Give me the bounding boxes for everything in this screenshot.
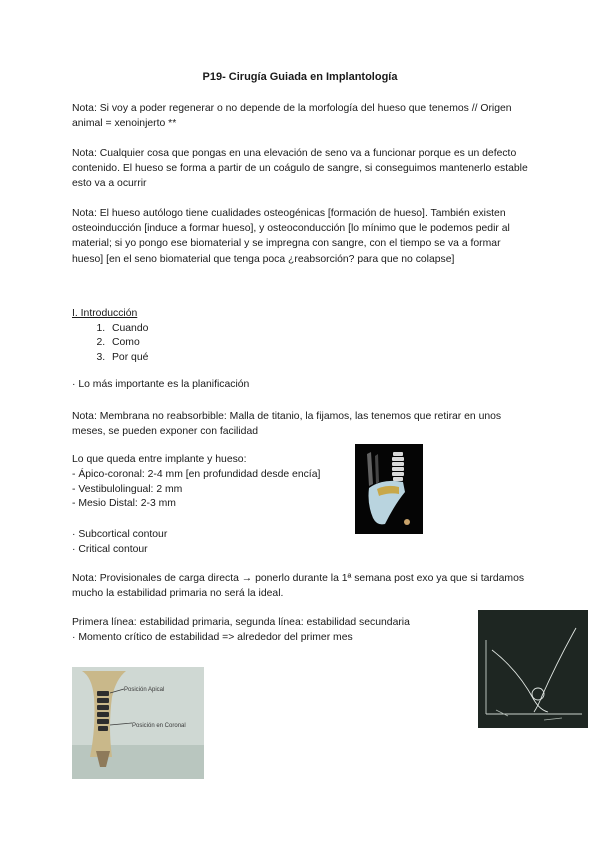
implante-hueso-section bbox=[72, 453, 320, 512]
label-coronal: Posición en Coronal bbox=[132, 723, 186, 729]
list-item: 1. Cuando bbox=[108, 322, 148, 337]
contour-item: · Subcortical contour bbox=[72, 529, 168, 540]
list-item: 2. Como bbox=[108, 336, 148, 351]
note-membrana: Nota: Membrana no reabsorbible: Malla de titanio, la fijamos, las tenemos que retirar en unos meses, se pueden exponer con facilidad bbox=[72, 411, 502, 438]
intro-list bbox=[72, 322, 148, 366]
measure-line: - Ápico-coronal: 2-4 mm [en profundidad desde encía] bbox=[72, 468, 321, 480]
chalkboard-sketch-image bbox=[478, 610, 588, 728]
intro-section bbox=[72, 307, 148, 365]
chalkboard-sketch-graphic bbox=[478, 610, 588, 728]
implant-photo-image bbox=[72, 667, 204, 779]
implant-render-image bbox=[355, 444, 423, 534]
implant-render-graphic bbox=[355, 444, 423, 534]
measure-line: - Mesio Distal: 2-3 mm bbox=[72, 498, 176, 510]
note-morfologia: Nota: Si voy a poder regenerar o no depende de la morfología del hueso que tenemos // Origen animal = xenoinjerto ** bbox=[72, 103, 512, 130]
label-apical: Posición Apical bbox=[124, 687, 165, 693]
implante-hueso-heading: Lo que queda entre implante y hueso: bbox=[72, 454, 247, 465]
contour-section bbox=[72, 528, 167, 558]
page-title: P19- Cirugía Guiada en Implantología bbox=[202, 71, 398, 83]
planificacion-bullet: · Lo más importante es la planificación bbox=[72, 379, 250, 390]
note-seno: Nota: Cualquier cosa que pongas en una elevación de seno va a funcionar porque es un defecto contenido. El hueso se forma a partir de un coágulo de sangre, si conseguimos mantenerlo estable esto va a ocurrir bbox=[72, 148, 528, 190]
contour-item: · Critical contour bbox=[72, 543, 148, 555]
intro-heading: I. Introducción bbox=[72, 308, 138, 319]
implant-photo-graphic bbox=[72, 667, 204, 779]
estabilidad-line: Primera línea: estabilidad primaria, segunda línea: estabilidad secundaria bbox=[72, 617, 410, 628]
note-hueso-autologo: Nota: El hueso autólogo tiene cualidades osteogénicas [formación de hueso]. También existen osteoinducción [induce a formar hueso], y osteoconducción [lo mínimo que le podemos pedir al material; si yo pongo ese biomaterial y se impregna con sangre, con el tiempo se va a formar hueso] [en el seno biomaterial que tenga poca ¿reabsorción? para que no colapse] bbox=[72, 208, 510, 265]
measure-line: - Vestibulolingual: 2 mm bbox=[72, 483, 183, 495]
note-provisionales: Nota: Provisionales de carga directa → ponerlo durante la 1ª semana post exo ya que si tardamos mucho la estabilidad primaria no será la ideal. bbox=[72, 573, 525, 600]
estabilidad-line: · Momento crítico de estabilidad => alrededor del primer mes bbox=[72, 632, 353, 644]
list-item: 3. Por qué bbox=[108, 351, 148, 366]
estabilidad-section bbox=[72, 615, 410, 645]
